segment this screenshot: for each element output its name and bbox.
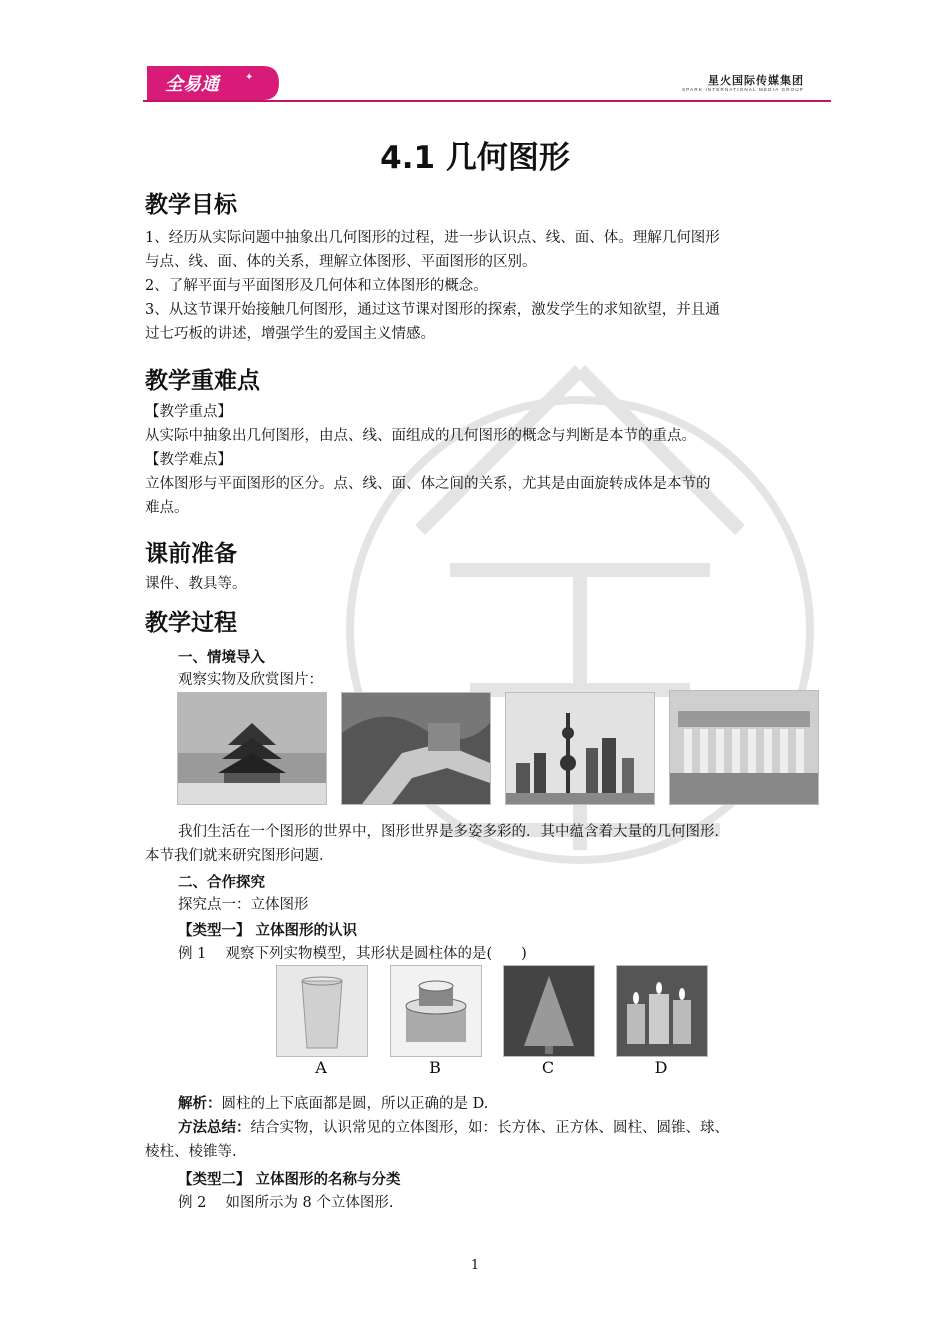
- photo-columned-memorial: [669, 690, 819, 805]
- analysis-block: [178, 1092, 854, 1116]
- focus-text: 从实际中抽象出几何图形，由点、线、面组成的几何图形的概念与判断是本节的重点。: [145, 428, 696, 444]
- part1-heading: 一、情境导入: [178, 650, 265, 666]
- observe-text: 观察实物及欣赏图片：: [178, 672, 323, 688]
- option-label: B: [429, 1058, 441, 1077]
- brand-name-en: SPARK INTERNATIONAL MEDIA GROUP: [682, 87, 804, 92]
- method-block: [145, 1116, 821, 1164]
- option-label: D: [654, 1058, 668, 1077]
- objective-line: 与点、线、面、体的关系，理解立体图形、平面图形的区别。: [145, 254, 537, 270]
- objective-line: 1、经历从实际问题中抽象出几何图形的过程，进一步认识点、线、面、体。理解几何图形: [145, 230, 720, 246]
- objective-line: 3、从这节课开始接触几何图形，通过这节课对图形的探索，激发学生的求知欲望，并且通: [145, 302, 720, 318]
- method-label: 方法总结：: [178, 1120, 251, 1136]
- intro-line: 我们生活在一个图形的世界中，图形世界是多姿多彩的．其中蕴含着大量的几何图形．: [178, 824, 729, 840]
- header-rule: [143, 100, 831, 102]
- option-c-tree: [503, 965, 595, 1057]
- objective-line: 过七巧板的讲述，增强学生的爱国主义情感。: [145, 326, 435, 342]
- photo-shanghai-skyline: [505, 692, 655, 805]
- svg-text:✦: ✦: [245, 72, 254, 83]
- photo-temple-of-heaven: [177, 692, 327, 805]
- difficulty-label: 【教学难点】: [145, 452, 232, 468]
- brand-name-cn: 星火国际传媒集团: [708, 74, 804, 87]
- focus-label: 【教学重点】: [145, 404, 232, 420]
- objectives-list: [145, 226, 821, 346]
- type2-heading: 【类型二】 立体图形的名称与分类: [178, 1172, 401, 1188]
- difficulty-text: 立体图形与平面图形的区分。点、线、面、体之间的关系，尤其是由面旋转成体是本节的: [145, 476, 711, 492]
- photo-great-wall: [341, 692, 491, 805]
- objective-line: 2、了解平面与平面图形及几何体和立体图形的概念。: [145, 278, 488, 294]
- keypoints-body: [145, 400, 821, 520]
- option-label: C: [541, 1058, 555, 1077]
- method-text: 结合实物，认识常见的立体图形，如：长方体、正方体、圆柱、圆锥、球、: [250, 1120, 729, 1136]
- example1-text: 例 1 观察下列实物模型，其形状是圆柱体的是( ): [178, 946, 527, 962]
- difficulty-text: 难点。: [145, 500, 189, 516]
- part2-heading: 二、合作探究: [178, 875, 265, 891]
- keypoints-heading: 教学重难点: [145, 368, 260, 394]
- process-heading: 教学过程: [145, 610, 237, 636]
- page-number: 1: [470, 1258, 480, 1273]
- intro-line: 本节我们就来研究图形问题．: [145, 848, 334, 864]
- type1-heading: 【类型一】 立体图形的认识: [178, 923, 358, 939]
- prep-heading: 课前准备: [145, 541, 237, 567]
- method-text: 棱柱、棱锥等.: [145, 1144, 237, 1160]
- brand-logo: [143, 66, 279, 100]
- example2-text: 例 2 如图所示为 8 个立体图形.: [178, 1195, 394, 1211]
- analysis-text: 圆柱的上下底面都是圆，所以正确的是 D.: [221, 1096, 489, 1112]
- intro-paragraph: [145, 820, 821, 868]
- option-label: A: [315, 1058, 327, 1077]
- objectives-heading: 教学目标: [145, 192, 237, 218]
- analysis-label: 解析：: [178, 1096, 222, 1112]
- logo-text: 全易通: [165, 74, 219, 95]
- page-title: 4.1 几何图形: [380, 140, 570, 176]
- option-a-glass: [276, 965, 368, 1057]
- prep-text: 课件、教具等。: [145, 576, 247, 592]
- explore-text: 探究点一：立体图形: [178, 897, 309, 913]
- option-d-candles: [616, 965, 708, 1057]
- option-b-cake: [390, 965, 482, 1057]
